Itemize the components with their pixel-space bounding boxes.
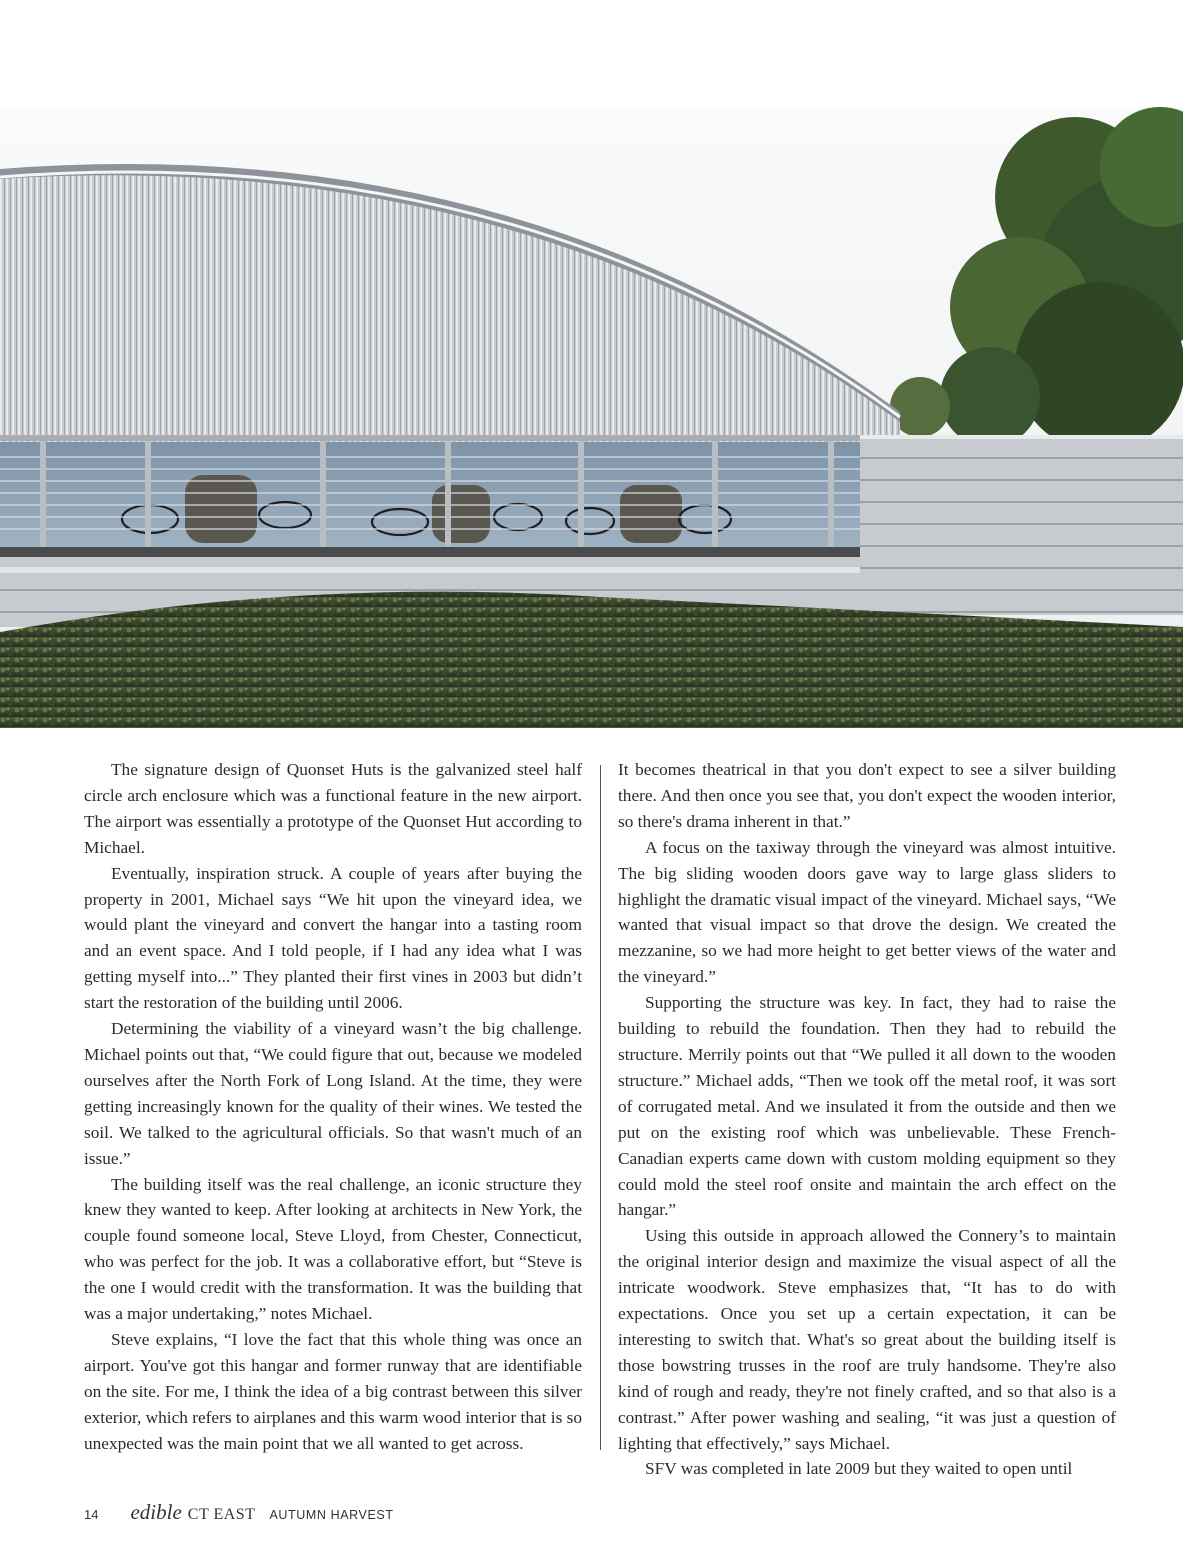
column-divider bbox=[600, 765, 601, 1450]
left-column bbox=[84, 757, 582, 1456]
paragraph: It becomes theatrical in that you don't expect to see a silver building there. And then once you see that, you don't expect the wooden interior, so there's drama inherent in that.” bbox=[618, 760, 1116, 831]
page-number: 14 bbox=[84, 1507, 99, 1522]
paragraph: The building itself was the real challenge, an iconic structure they knew they wanted to keep. After looking at architects in New York, the couple found someone local, Steve Lloyd, from Chester, Connecticut, who was perfect for the job. It was a collaborative effort, but “Steve is the one I would credit with the transformation. It was the building that was a major undertaking,” notes Michael. bbox=[84, 1174, 582, 1324]
paragraph: SFV was completed in late 2009 but they waited to open until bbox=[645, 1459, 1073, 1479]
magazine-region: CT EAST bbox=[187, 1506, 256, 1523]
paragraph: The signature design of Quonset Huts is the galvanized steel half circle arch enclosure which was a functional feature in the new airport. The airport was essentially a prototype of the Quonset Hut according to Michael. bbox=[84, 760, 582, 857]
paragraph: Steve explains, “I love the fact that this whole thing was once an airport. You've got this hangar and former runway that are identifiable on the site. For me, I think the idea of a big contrast between this silver exterior, which refers to airplanes and this warm wood interior that is so unexpected was the main point that we all wanted to get across. bbox=[84, 1329, 582, 1453]
hangar-photo bbox=[0, 107, 1183, 728]
page-footer bbox=[84, 1500, 394, 1524]
right-column bbox=[618, 757, 1116, 1482]
issue-name: AUTUMN HARVEST bbox=[269, 1508, 394, 1522]
paragraph: Determining the viability of a vineyard wasn’t the big challenge. Michael points out that, “We could figure that out, because we modeled ourselves after the North Fork of Long Island. At the time, they were getting increasingly known for the quality of their wines. We tested the soil. We talked to the agricultural officials. So that wasn't much of an issue.” bbox=[84, 1019, 582, 1168]
side-wall bbox=[860, 435, 1183, 615]
magazine-name: edible bbox=[130, 1500, 182, 1524]
paragraph: Supporting the structure was key. In fact, they had to raise the building to rebuild the foundation. Then they had to rebuild the structure. Merrily points out that “We pulled it all down to the wooden structure.” Michael adds, “Then we took off the metal roof, it was sort of corrugated metal. And we insulated it from the outside and then we put on the existing roof which was unbelievable. These French-Canadian experts came down with custom molding equipment so they could mold the steel roof onsite and maintain the arch effect on the hangar.” bbox=[618, 993, 1116, 1220]
paragraph: Using this outside in approach allowed the Connery’s to maintain the original interior design and maximize the visual aspect of all the intricate woodwork. Steve emphasizes that, “It has to do with expectations. Once you set up a certain expectation, it can be interesting to switch that. What's so great about the building itself is those bowstring trusses in the roof are truly handsome. They're also kind of rough and ready, they're not finely crafted, and so that also is a contrast.” After power washing and sealing, “it was just a question of lighting that effectively,” says Michael. bbox=[618, 1226, 1116, 1453]
paragraph: A focus on the taxiway through the vineyard was almost intuitive. The big sliding wooden doors gave way to large glass sliders to highlight the dramatic visual impact of the vineyard. Michael says, “We wanted that visual impact so that drove the design. We created the mezzanine, so we had more height to get better views of the water and the vineyard.” bbox=[618, 837, 1116, 987]
hangar-illustration bbox=[0, 107, 1183, 728]
paragraph: Eventually, inspiration struck. A couple of years after buying the property in 2001, Michael says “We hit upon the vineyard idea, we would plant the vineyard and convert the hangar into a tasting room and an event space. And I told people, if I had any idea what I was getting myself into...” They planted their first vines in 2003 but didn’t start the restoration of the building until 2006. bbox=[84, 863, 582, 1013]
